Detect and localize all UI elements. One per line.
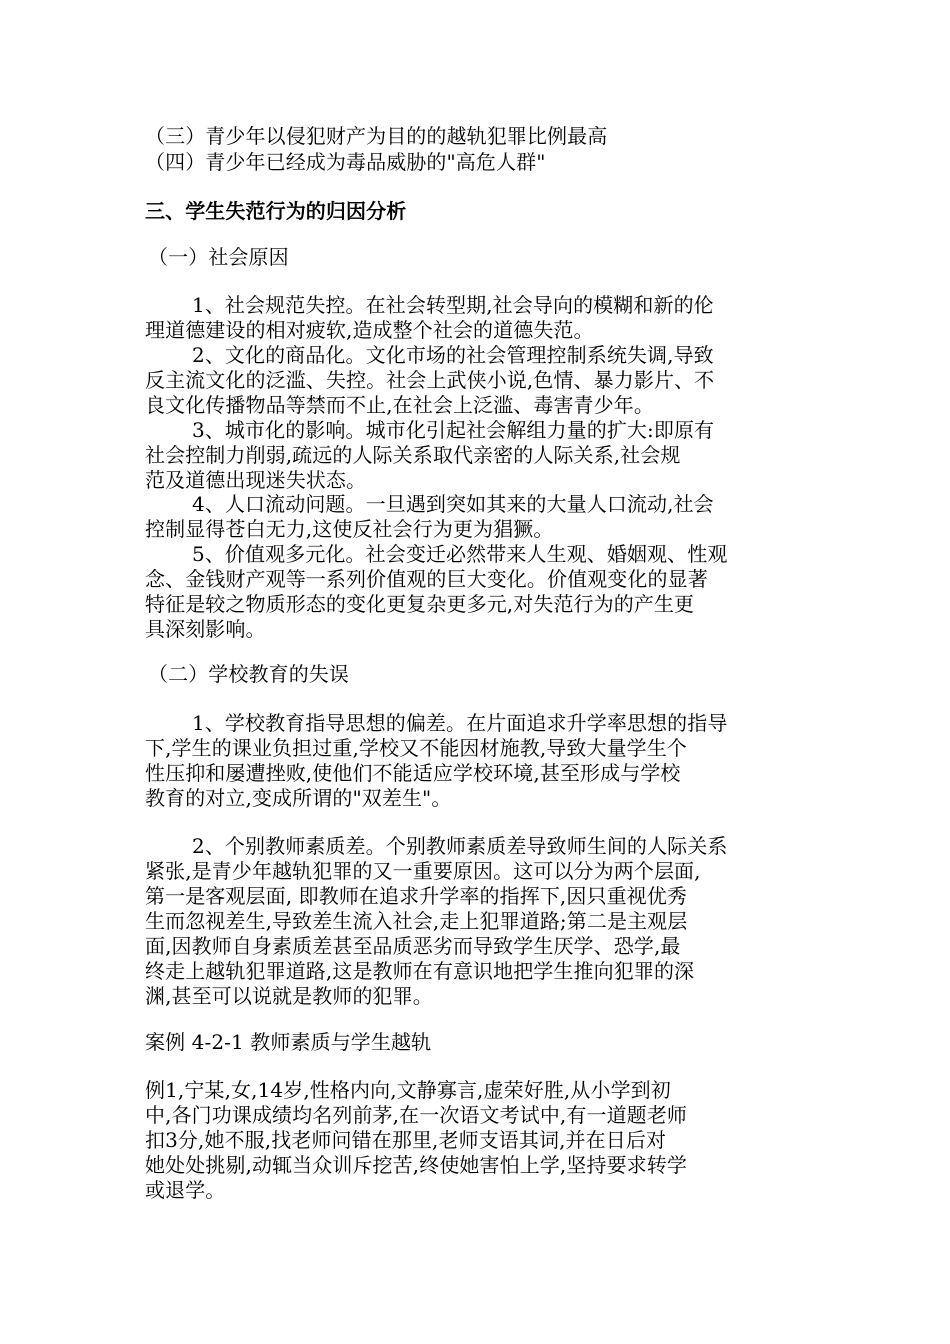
paragraph-line: 面,因教师自身素质差甚至品质恶劣而导致学生厌学、恐学,最 <box>145 934 681 958</box>
paragraph-line: 终走上越轨犯罪道路,这是教师在有意识地把学生推向犯罪的深 <box>145 959 695 983</box>
example-line: 或退学。 <box>145 1178 226 1202</box>
paragraph-line: 范及道德出现迷失状态。 <box>145 468 367 492</box>
example-line: 中,各门功课成绩均名列前茅,在一次语文考试中,有一道题老师 <box>145 1103 687 1127</box>
section-title: 三、学生失范行为的归因分析 <box>145 199 407 223</box>
paragraph-line: 1、社会规范失控。在社会转型期,社会导向的模糊和新的伦 <box>192 293 714 317</box>
paragraph-line: 反主流文化的泛滥、失控。社会上武侠小说,色情、暴力影片、不 <box>145 368 715 392</box>
example-line: 扣3分,她不服,找老师问错在那里,老师支语其词,并在日后对 <box>145 1128 667 1152</box>
paragraph-line: 社会控制力削弱,疏远的人际关系取代亲密的人际关系,社会规 <box>145 443 681 467</box>
paragraph-line: 下,学生的课业负担过重,学校又不能因材施教,导致大量学生个 <box>145 736 687 760</box>
paragraph-line: 2、个别教师素质差。个别教师素质差导致师生间的人际关系 <box>192 834 728 858</box>
paragraph-line: 教育的对立,变成所谓的"双差生"。 <box>145 786 452 810</box>
paragraph-line: 2、文化的商品化。文化市场的社会管理控制系统失调,导致 <box>192 343 714 367</box>
subsection-heading-school: （二）学校教育的失误 <box>148 662 349 686</box>
paragraph-line: 理道德建设的相对疲软,造成整个社会的道德失范。 <box>145 318 594 342</box>
example-line: 例1,宁某,女,14岁,性格内向,文静寡言,虚荣好胜,从小学到初 <box>145 1078 671 1102</box>
paragraph-line: 3、城市化的影响。城市化引起社会解组力量的扩大:即原有 <box>192 418 715 442</box>
paragraph-line: 渊,甚至可以说就是教师的犯罪。 <box>145 984 433 1008</box>
paragraph-line: 特征是较之物质形态的变化更复杂更多元,对失范行为的产生更 <box>145 592 695 616</box>
subsection-heading-social: （一）社会原因 <box>148 245 289 269</box>
paragraph-line: 4、人口流动问题。一旦遇到突如其来的大量人口流动,社会 <box>192 492 714 516</box>
paragraph-line: 5、价值观多元化。社会变迁必然带来人生观、婚姻观、性观 <box>192 542 728 566</box>
paragraph-line: 第一是客观层面, 即教师在追求升学率的指挥下,因只重视优秀 <box>145 884 687 908</box>
case-title: 案例 4-2-1 教师素质与学生越轨 <box>145 1030 432 1054</box>
paragraph-line: 紧张,是青少年越轨犯罪的又一重要原因。这可以分为两个层面, <box>145 859 701 883</box>
paragraph-line: 控制显得苍白无力,这使反社会行为更为猖獗。 <box>145 517 554 541</box>
paragraph-line: 性压抑和屡遭挫败,使他们不能适应学校环境,甚至形成与学校 <box>145 761 681 785</box>
paragraph-line: 良文化传播物品等禁而不止,在社会上泛滥、毒害青少年。 <box>145 393 654 417</box>
example-line: 她处处挑剔,动辄当众训斥挖苦,终使她害怕上学,坚持要求转学 <box>145 1153 687 1177</box>
paragraph-line: 具深刻影响。 <box>145 617 266 641</box>
paragraph-line: 念、金钱财产观等一系列价值观的巨大变化。价值观变化的显著 <box>145 567 708 591</box>
paragraph-line: 1、学校教育指导思想的偏差。在片面追求升学率思想的指导 <box>192 711 728 735</box>
list-item-3: （三）青少年以侵犯财产为目的的越轨犯罪比例最高 <box>145 124 608 148</box>
list-item-4: （四）青少年已经成为毒品威胁的"高危人群" <box>145 150 546 174</box>
paragraph-line: 生而忽视差生,导致差生流入社会,走上犯罪道路;第二是主观层 <box>145 909 688 933</box>
